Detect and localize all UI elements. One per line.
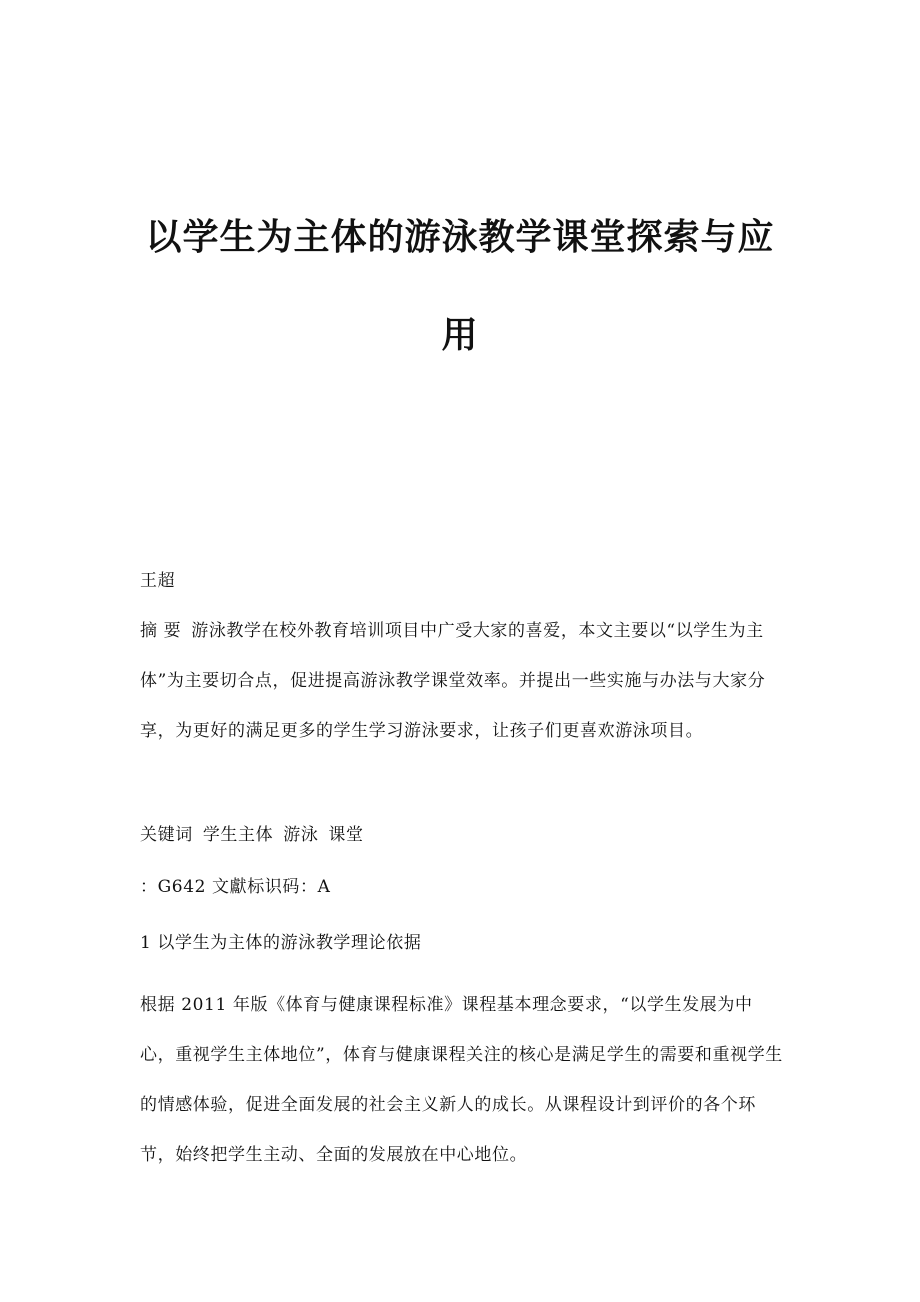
abstract-text: 游泳教学在校外教育培训项目中广受大家的喜爱，本文主要以“以学生为主体”为主要切合点，促进提高游泳教学课堂效率。并提出一些实施与办法与大家分享，为更好的满足更多的学生学习游泳要求，让孩子们更喜欢游泳项目。 — [140, 621, 766, 741]
classification-code: ：G642 文獻标识码：A — [140, 877, 331, 897]
abstract-label: 摘 要 — [140, 621, 182, 641]
keywords-label: 关键词 — [140, 825, 193, 845]
section-heading: 1 以学生为主体的游泳教学理论依据 — [140, 933, 422, 953]
document-title-line-2: 用 — [441, 315, 479, 356]
abstract — [140, 606, 785, 756]
keyword-item: 课堂 — [328, 825, 364, 845]
keyword-item: 游泳 — [283, 825, 319, 845]
keywords — [140, 810, 785, 860]
document-title-line-1: 以学生为主体的游泳教学课堂探索与应 — [145, 217, 775, 258]
keyword-item: 学生主体 — [202, 825, 274, 845]
author-name: 王超 — [140, 571, 176, 591]
body-paragraph: 根据 2011 年版《体育与健康课程标准》课程基本理念要求，“以学生发展为中心，重视学生主体地位”，体育与健康课程关注的核心是满足学生的需要和重视学生的情感体验，促进全面发展的社会主义新人的成长。从课程设计到评价的各个环节，始终把学生主动、全面的发展放在中心地位。 — [140, 995, 783, 1165]
